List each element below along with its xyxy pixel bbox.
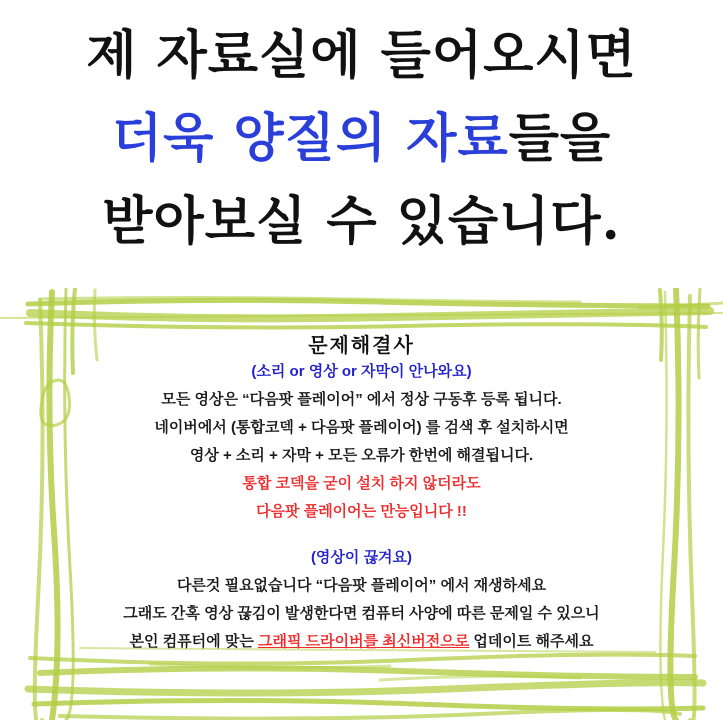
- section2-line-2: 그래도 간혹 영상 끊김이 발생한다면 컴퓨터 사양에 따른 문제일 수 있으니: [123, 605, 600, 622]
- section2-line-3-suffix: 업데이트 해주세요: [469, 633, 594, 650]
- notice-content: [85, 334, 638, 656]
- section1-warning-1: 통합 코덱을 굳이 설치 하지 않더라도: [242, 475, 481, 492]
- section1-line-1: 모든 영상은 “다음팟 플레이어” 에서 정상 구동후 등록 됩니다.: [161, 391, 562, 408]
- notice-box: [0, 288, 723, 720]
- notice-title: 문제해결사: [308, 335, 415, 357]
- section2-line-3-highlight: 그래픽 드라이버를 최신버전으로: [257, 633, 470, 650]
- header-line-2: [0, 97, 723, 180]
- section2-line-3: [85, 628, 638, 656]
- section2-line-1: 다른것 필요없습니다 “다음팟 플레이어” 에서 재생하세요: [176, 577, 547, 594]
- section1-heading: (소리 or 영상 or 자막이 안나와요): [251, 363, 472, 380]
- header-line-1: 제 자료실에 들어오시면: [86, 25, 637, 86]
- header-text: [0, 14, 723, 263]
- section1-warning-2: 다음팟 플레이어는 만능입니다 !!: [256, 503, 467, 520]
- section1-line-2: 네이버에서 (통합코덱 + 다음팟 플레이어) 를 검색 후 설치하시면: [154, 419, 569, 436]
- header-line-3: 받아보실 수 있습니다.: [102, 191, 621, 252]
- header-line-2-rest: 들을: [508, 108, 612, 169]
- section2-line-3-prefix: 본인 컴퓨터에 맞는: [129, 633, 258, 650]
- header-line-2-highlight: 더욱 양질의 자료: [111, 108, 509, 169]
- section-divider-gap: [85, 526, 638, 544]
- section2-heading: (영상이 끊겨요): [310, 549, 413, 566]
- section1-line-3: 영상 + 소리 + 자막 + 모든 오류가 한번에 해결됩니다.: [189, 447, 534, 464]
